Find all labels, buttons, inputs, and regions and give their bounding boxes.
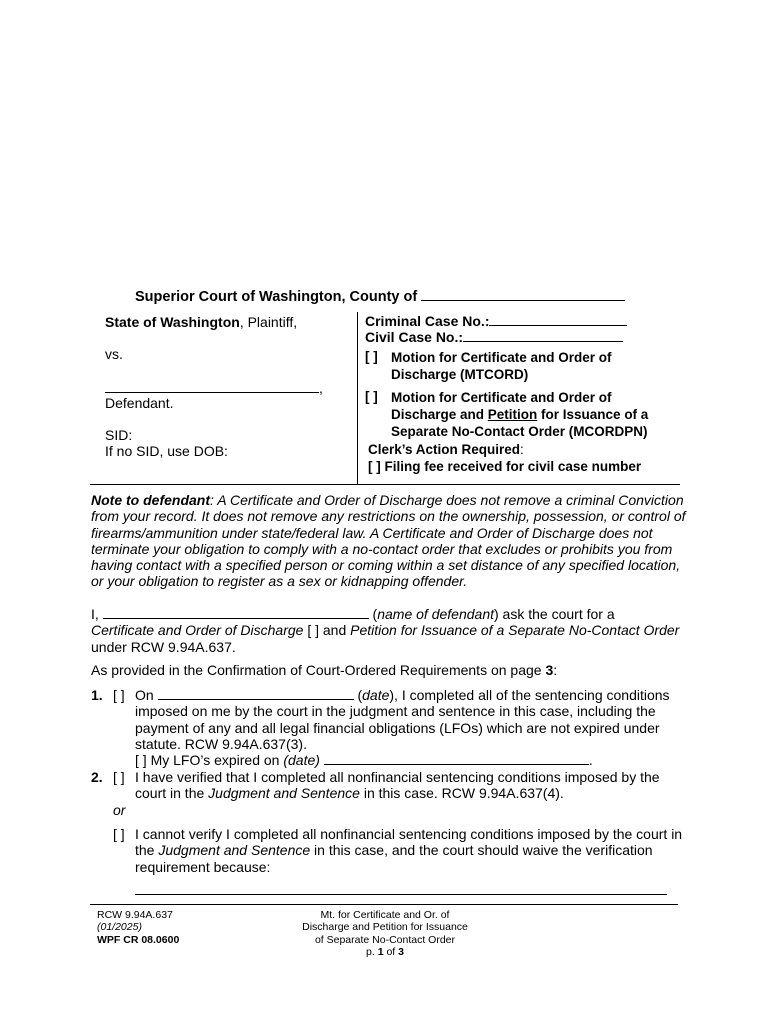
option1-text: Motion for Certificate and Order of Discharge (MTCORD)	[391, 350, 612, 382]
caption-divider	[357, 312, 358, 484]
clerk-action-label: Clerk’s Action Required:	[368, 442, 524, 457]
option2-checkbox[interactable]: [ ]	[365, 389, 378, 404]
item2-alt-text: I cannot verify I completed all nonfinancial sentencing conditions imposed by the court in the Judgment and Sentence in this case, and the court should waive the verification requirement because:	[135, 826, 683, 875]
footer-center: Mt. for Certificate and Or. of Discharge and Petition for Issuance of Separate No-Contact Order p. 1 of 3	[302, 909, 468, 958]
reason-blank-line[interactable]	[135, 894, 667, 895]
filing-fee: [ ] Filing fee received for civil case number	[368, 459, 642, 474]
caption-bottom-rule	[90, 484, 680, 485]
court-title-text: Superior Court of Washington, County of	[135, 289, 418, 305]
item2-checkbox[interactable]: [ ]	[113, 769, 125, 785]
vs-label: vs.	[105, 346, 123, 362]
defendant-label: Defendant.	[105, 395, 174, 411]
item1-text: On (date), I completed all of the sentencing conditions imposed on me by the court in the judgment and sentence in this case, including the payment of any and all legal financial obligations (LFOs) which are not expired under statute. RCW 9.94A.637(3).	[135, 687, 670, 752]
filing-fee-checkbox[interactable]: [ ]	[368, 459, 381, 474]
footer-left: RCW 9.94A.637 (01/2025) WPF CR 08.0600	[97, 909, 180, 946]
item1-checkbox[interactable]: [ ]	[113, 687, 125, 703]
plaintiff: State of Washington, Plaintiff,	[105, 314, 298, 330]
or-label: or	[113, 802, 126, 818]
item2-number: 2.	[91, 769, 103, 785]
lfo-expired: [ ] My LFO’s expired on (date) .	[135, 752, 593, 768]
defendant-name-line: ,	[105, 380, 323, 396]
court-title	[135, 288, 625, 305]
request-paragraph: I, (name of defendant) ask the court for a Certificate and Order of Discharge [ ] and Petition for Issuance of a Separate No-Contact Order under RCW 9.94A.637.	[91, 606, 680, 655]
option1-checkbox[interactable]: [ ]	[365, 349, 378, 364]
item2-text: I have verified that I completed all nonfinancial sentencing conditions imposed by the court in the Judgment and Sentence in this case. RCW 9.94A.637(4).	[135, 769, 660, 802]
defendant-name-blank[interactable]	[103, 606, 369, 619]
item2-alt-checkbox[interactable]: [ ]	[113, 826, 125, 842]
county-blank	[421, 288, 625, 301]
option2-text: Motion for Certificate and Order of Discharge and Petition for Issuance of a Separate No-Contact Order (MCORDPN)	[391, 390, 649, 439]
sid-label: SID:	[105, 427, 133, 443]
item1-date-blank[interactable]	[158, 687, 354, 700]
as-provided: As provided in the Confirmation of Court-Ordered Requirements on page 3:	[91, 662, 558, 678]
lfo-date-blank[interactable]	[324, 752, 589, 765]
item1-number: 1.	[91, 687, 103, 703]
criminal-case-no: Criminal Case No.:	[365, 313, 627, 329]
lfo-checkbox[interactable]: [ ]	[135, 752, 147, 768]
civil-case-no: Civil Case No.:	[365, 329, 623, 345]
dob-label: If no SID, use DOB:	[105, 443, 228, 459]
footer-rule	[90, 904, 678, 905]
note-to-defendant: Note to defendant: A Certificate and Order of Discharge does not remove a criminal Conviction from your record. It does not remove any restrictions on the ownership, possession, or control of firearms/ammunition under state/federal law. A Certificate and Order of Discharge does not terminate your obligation to comply with a no-contact order that excludes or prohibits you from having contact with a specified person or coming within a set distance of any specified location, or your obligation to register as a sex or kidnapping offender.	[91, 492, 686, 590]
